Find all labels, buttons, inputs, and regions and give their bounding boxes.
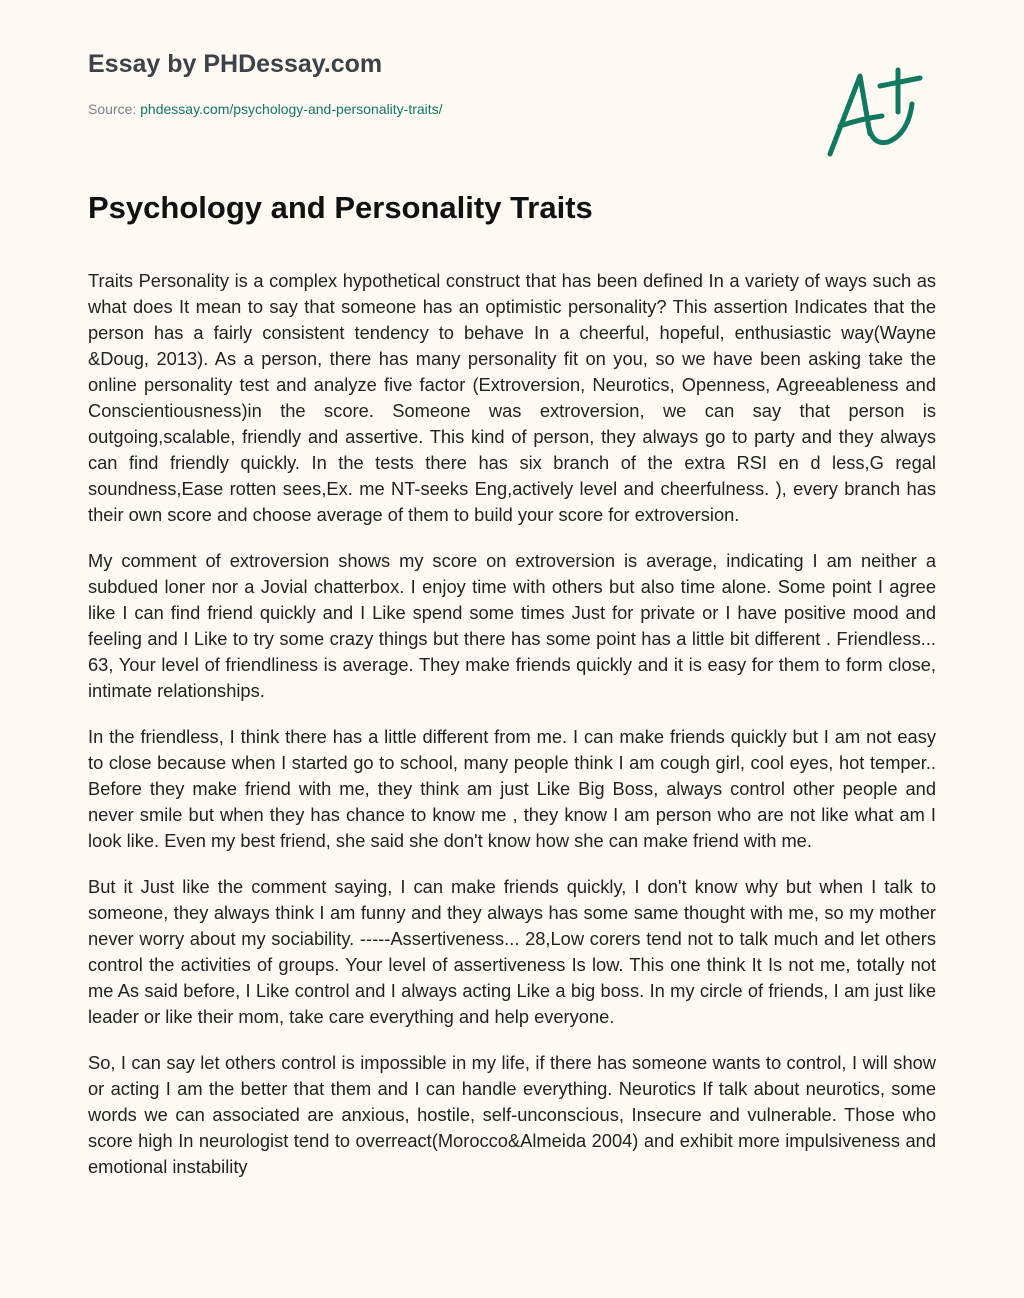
source-label: Source: bbox=[88, 101, 137, 117]
paragraph: My comment of extroversion shows my score on extroversion is average, indicating I am neither a subdued loner nor a Jovial chatterbox. I enjoy time with others but also time alone. Some point I agree like I can find friend quickly and I Like spend some times Just for private or I have positive mood and feeling and I Like to try some crazy things but there has some point has a little bit different . Friendless... 63, Your level of friendliness is average. They make friends quickly and it is easy for them to form close, intimate relationships. bbox=[88, 550, 936, 701]
source-line bbox=[88, 101, 443, 117]
paragraph: In the friendless, I think there has a little different from me. I can make friends quickly but I am not easy to close because when I started go to school, many people think I am cough girl, cool eyes, hot temper.. Before they make friend with me, they think am just Like Big Boss, always control other people and never smile but when they has chance to know me , they know I am person who are not like what am I look like. Even my best friend, she said she don't know how she can make friend with me. bbox=[88, 726, 936, 851]
page-title: Psychology and Personality Traits bbox=[88, 190, 593, 225]
a-plus-logo-icon bbox=[820, 64, 930, 164]
paragraph: Traits Personality is a complex hypothetical construct that has been defined In a variety of ways such as what does It mean to say that someone has an optimistic personality? This assertion Indicates that the person has a fairly consistent tendency to behave In a cheerful, hopeful, enthusiastic way(Wayne &Doug, 2013). As a person, there has many personality fit on you, so we have been asking take the online personality test and analyze five factor (Extroversion, Neurotics, Openness, Agreeableness and Conscientiousness)in the score. Someone was extroversion, we can say that person is outgoing,scalable, friendly and assertive. This kind of person, they always go to party and they always can find friendly quickly. In the tests there has six branch of the extra RSI en d less,G regal soundness,Ease rotten sees,Ex. me NT-seeks Eng,actively level and cheerfulness. ), every branch has their own score and choose average of them to build your score for extroversion. bbox=[88, 270, 936, 525]
paragraph: But it Just like the comment saying, I can make friends quickly, I don't know why but when I talk to someone, they always think I am funny and they always has some same thought with me, so my mother never worry about my sociability. -----Assertiveness... 28,Low corers tend not to talk much and let others control the activities of groups. Your level of assertiveness Is low. This one think It Is not me, totally not me As said before, I Like control and I always acting Like a big boss. In my circle of friends, I am just like leader or like their mom, take care everything and help everyone. bbox=[88, 876, 936, 1027]
essay-body bbox=[88, 268, 936, 1250]
paragraph: So, I can say let others control is impossible in my life, if there has someone wants to control, I will show or acting I am the better that them and I can handle everything. Neurotics If talk about neurotics, some words we can associated are anxious, hostile, self-unconscious, Insecure and vulnerable. Those who score high In neurologist tend to overreact(Morocco&Almeida 2004) and exhibit more impulsiveness and emotional instability bbox=[88, 1052, 936, 1177]
site-brand: Essay by PHDessay.com bbox=[88, 50, 383, 78]
source-link[interactable]: phdessay.com/psychology-and-personality-traits/ bbox=[140, 101, 443, 117]
